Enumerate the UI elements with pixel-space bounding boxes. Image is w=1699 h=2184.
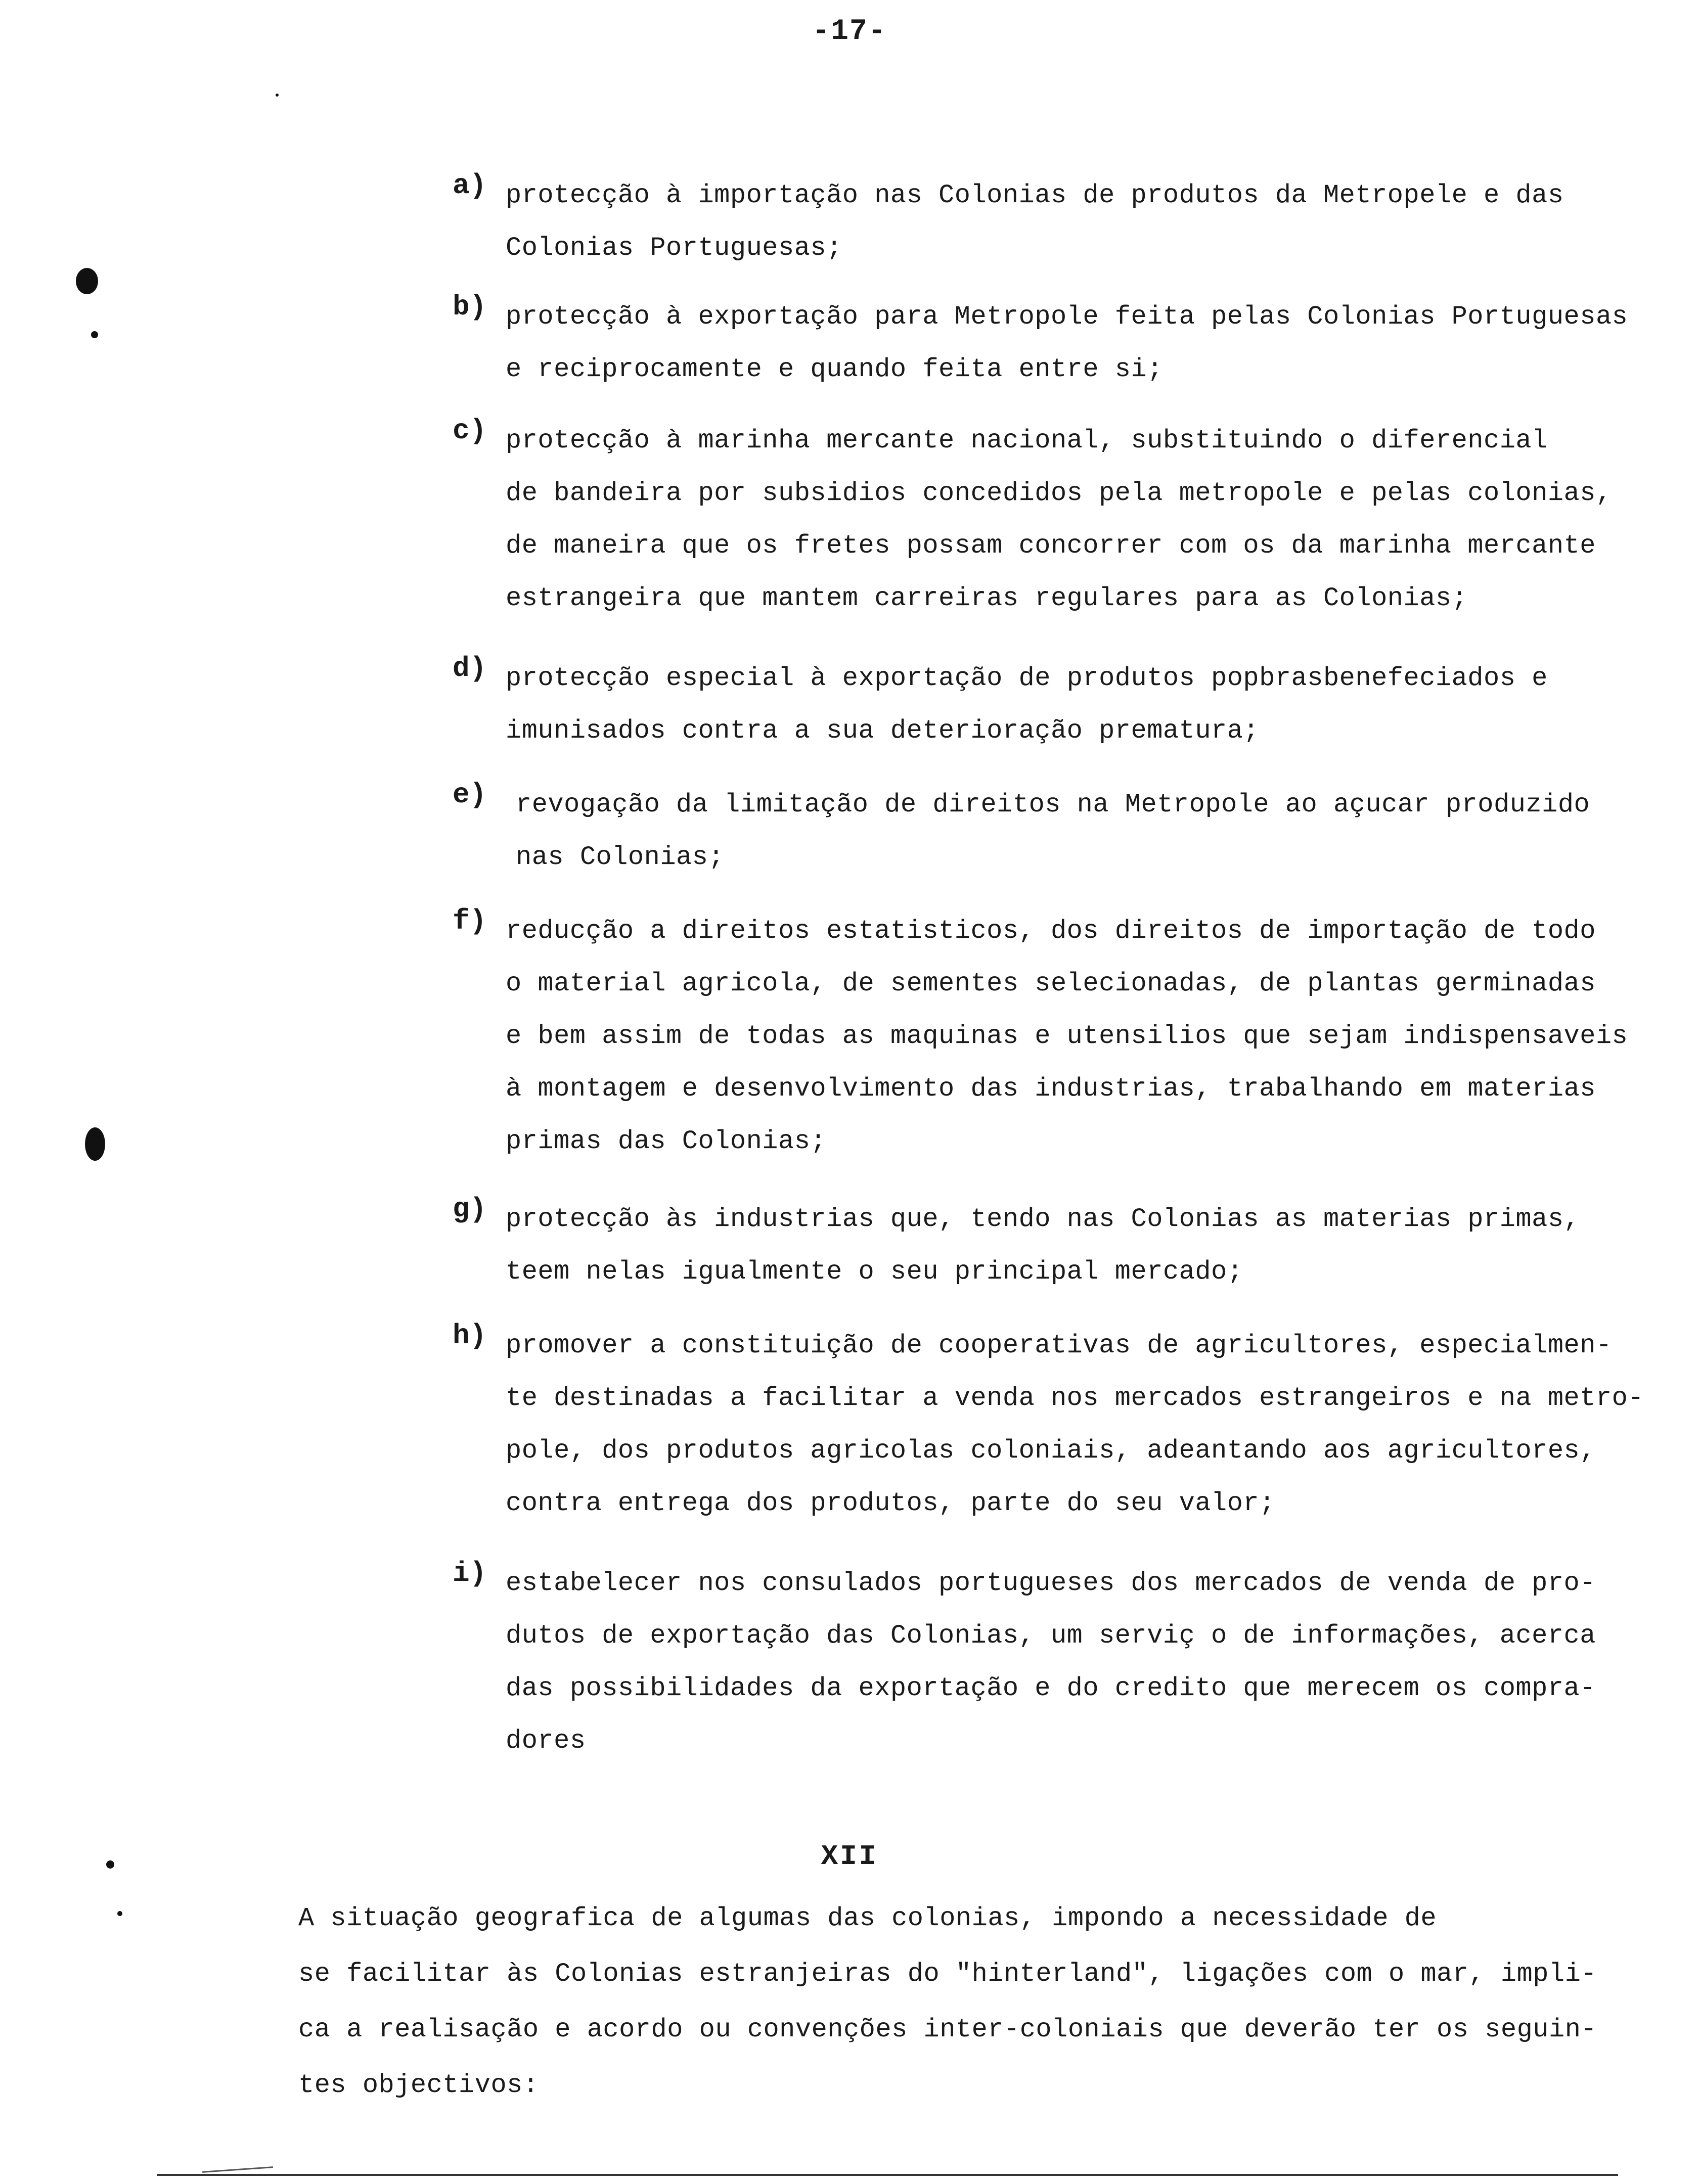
item-text: protecção às industrias que, tendo nas Colonias as materias primas, teem nelas igualmente o seu principal mercado; [506,1204,1580,1287]
item-text: reducção a direitos estatisticos, dos direitos de importação de todo o material agricola, de sementes selecionadas, de plantas germinadas e bem assim de todas as maquinas e utensilios que sejam indispensaveis à montagem e desenvolvimento das industrias, trabalhando em materias primas das Colonias; [506,916,1628,1156]
item-letter: b) [453,291,487,323]
bottom-rule [157,2174,1618,2176]
item-text: protecção à exportação para Metropole feita pelas Colonias Portuguesas e reciprocamente e quando feita entre si; [506,302,1628,384]
section-paragraph: A situação geografica de algumas das colonias, impondo a necessidade de se facilitar às Colonias estranjeiras do "hinterland", ligações com o mar, impli- ca a realisação e acordo ou convenções inter-coloniais que deverão ter os seguin- tes objectivos: [298,1903,1597,2100]
item-letter: h) [453,1320,487,1352]
ink-dot-mark [91,331,98,338]
item-letter: i) [453,1557,487,1589]
item-text: protecção à importação nas Colonias de produtos da Metropele e das Colonias Portuguesas; [506,180,1564,263]
item-letter: c) [453,415,487,447]
item-letter: f) [453,905,487,937]
item-letter: e) [453,779,487,811]
page-number: -17- [812,15,887,48]
ink-dot-mark [117,1911,122,1916]
bottom-rule-stroke [202,2166,273,2173]
item-text: promover a constituição de cooperativas de agricultores, especialmen- te destinadas a facilitar a venda nos mercados estrangeiros e na metro- pole, dos produtos agricolas coloniais, adeantando aos agricultores, contra entrega dos produtos, parte do seu valor; [506,1331,1644,1518]
ink-dot-mark [276,94,279,97]
item-text: estabelecer nos consulados portugueses dos mercados de venda de pro- dutos de exportação das Colonias, um serviç o de informações, acerca das possibilidades da exportação e do credito que merecem os compra- dores [506,1568,1596,1756]
item-letter: a) [453,169,487,202]
item-letter: d) [453,652,487,685]
item-text: revogação da limitação de direitos na Metropole ao açucar produzido nas Colonias; [516,790,1590,872]
ink-dot-mark [106,1860,114,1869]
item-text: protecção especial à exportação de produtos popbrasbenefeciados e imunisados contra a sua deterioração prematura; [506,663,1548,746]
item-text: protecção à marinha mercante nacional, substituindo o diferencial de bandeira por subsidios concedidos pela metropole e pelas colonias, de maneira que os fretes possam concorrer com os da marinha mercante estrangeira que mantem carreiras regulares para as Colonias; [506,426,1612,613]
item-letter: g) [453,1193,487,1225]
punch-hole-mark [85,1127,105,1161]
section-heading: XII [821,1840,878,1873]
punch-hole-mark [76,268,98,294]
